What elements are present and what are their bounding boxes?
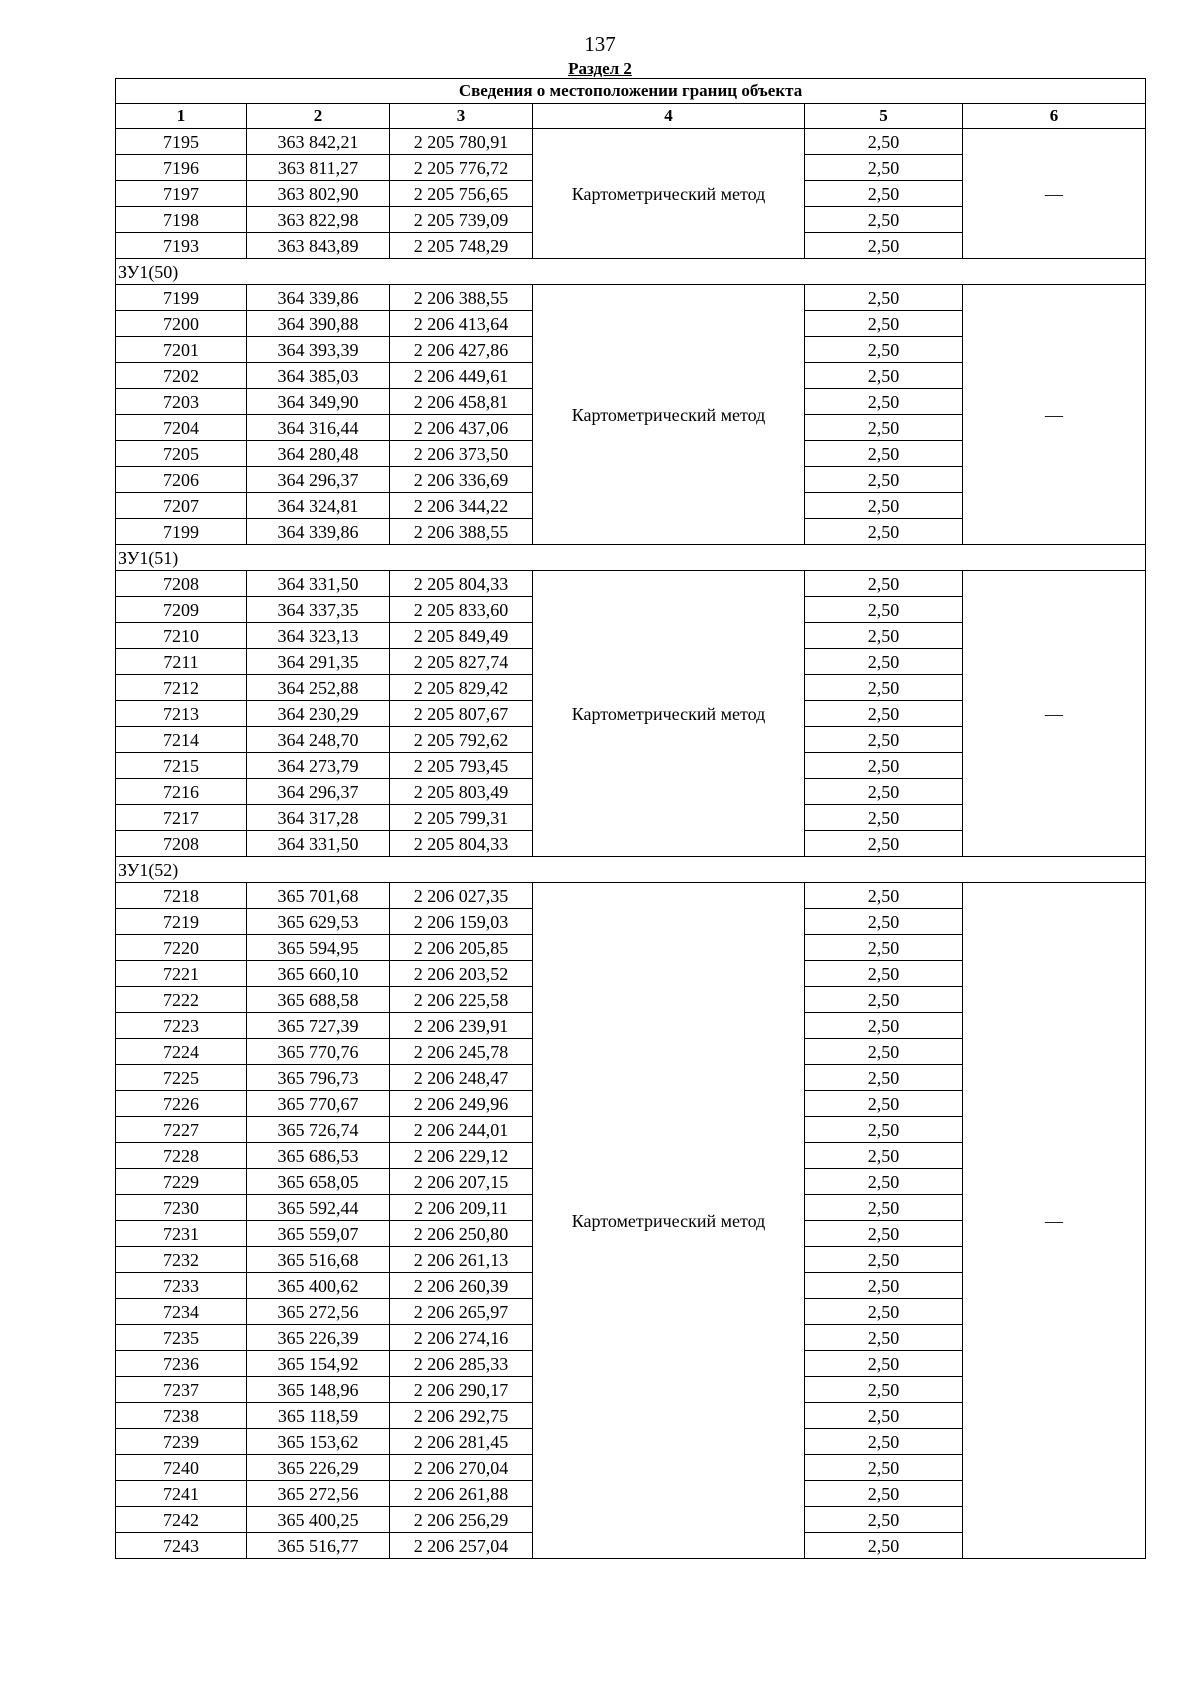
coord-y-cell: 2 206 205,85 [390,935,533,961]
accuracy-cell: 2,50 [805,831,963,857]
point-number-cell: 7227 [116,1117,247,1143]
coord-x-cell: 364 349,90 [247,389,390,415]
coord-x-cell: 364 296,37 [247,779,390,805]
accuracy-cell: 2,50 [805,1143,963,1169]
coord-x-cell: 365 153,62 [247,1429,390,1455]
point-number-cell: 7235 [116,1325,247,1351]
accuracy-cell: 2,50 [805,1195,963,1221]
point-number-cell: 7207 [116,493,247,519]
coord-y-cell: 2 206 336,69 [390,467,533,493]
coord-x-cell: 365 148,96 [247,1377,390,1403]
point-number-cell: 7241 [116,1481,247,1507]
accuracy-cell: 2,50 [805,727,963,753]
accuracy-cell: 2,50 [805,415,963,441]
coord-y-cell: 2 206 249,96 [390,1091,533,1117]
col6-cell: — [963,285,1146,545]
coord-y-cell: 2 206 388,55 [390,285,533,311]
point-number-cell: 7203 [116,389,247,415]
coord-x-cell: 365 594,95 [247,935,390,961]
coord-y-cell: 2 206 437,06 [390,415,533,441]
accuracy-cell: 2,50 [805,233,963,259]
coord-y-cell: 2 206 245,78 [390,1039,533,1065]
coord-x-cell: 365 688,58 [247,987,390,1013]
accuracy-cell: 2,50 [805,155,963,181]
coord-x-cell: 365 154,92 [247,1351,390,1377]
accuracy-cell: 2,50 [805,805,963,831]
coord-y-cell: 2 206 285,33 [390,1351,533,1377]
coord-x-cell: 364 339,86 [247,285,390,311]
coord-y-cell: 2 206 239,91 [390,1013,533,1039]
coord-x-cell: 363 802,90 [247,181,390,207]
coord-x-cell: 364 280,48 [247,441,390,467]
table-body [116,129,1146,1559]
coord-x-cell: 364 331,50 [247,571,390,597]
accuracy-cell: 2,50 [805,987,963,1013]
coord-x-cell: 365 592,44 [247,1195,390,1221]
accuracy-cell: 2,50 [805,1351,963,1377]
coord-y-cell: 2 206 292,75 [390,1403,533,1429]
coord-x-cell: 365 559,07 [247,1221,390,1247]
coord-y-cell: 2 205 756,65 [390,181,533,207]
accuracy-cell: 2,50 [805,1533,963,1559]
point-number-cell: 7229 [116,1169,247,1195]
accuracy-cell: 2,50 [805,1429,963,1455]
coord-y-cell: 2 205 804,33 [390,831,533,857]
column-header-row [116,104,1146,129]
point-number-cell: 7206 [116,467,247,493]
point-number-cell: 7196 [116,155,247,181]
point-number-cell: 7208 [116,831,247,857]
accuracy-cell: 2,50 [805,571,963,597]
coord-y-cell: 2 205 792,62 [390,727,533,753]
coord-x-cell: 365 727,39 [247,1013,390,1039]
coord-x-cell: 364 291,35 [247,649,390,675]
point-number-cell: 7218 [116,883,247,909]
accuracy-cell: 2,50 [805,337,963,363]
group-label: ЗУ1(51) [116,545,1146,571]
coord-x-cell: 364 385,03 [247,363,390,389]
column-header: 2 [247,104,390,129]
coord-y-cell: 2 206 250,80 [390,1221,533,1247]
method-cell: Картометрический метод [533,571,805,857]
accuracy-cell: 2,50 [805,1169,963,1195]
coord-x-cell: 364 316,44 [247,415,390,441]
coord-x-cell: 365 272,56 [247,1481,390,1507]
coord-y-cell: 2 206 449,61 [390,363,533,389]
point-number-cell: 7225 [116,1065,247,1091]
point-number-cell: 7210 [116,623,247,649]
section-title: Раздел 2 [568,59,632,78]
point-number-cell: 7230 [116,1195,247,1221]
col6-cell: — [963,571,1146,857]
table-title: Сведения о местоположении границ объекта [116,79,1146,104]
point-number-cell: 7220 [116,935,247,961]
point-number-cell: 7209 [116,597,247,623]
point-number-cell: 7216 [116,779,247,805]
coord-y-cell: 2 206 413,64 [390,311,533,337]
coord-x-cell: 363 822,98 [247,207,390,233]
point-number-cell: 7198 [116,207,247,233]
coord-x-cell: 365 686,53 [247,1143,390,1169]
point-number-cell: 7205 [116,441,247,467]
coord-x-cell: 364 323,13 [247,623,390,649]
point-number-cell: 7242 [116,1507,247,1533]
col6-cell: — [963,883,1146,1559]
page-number: 137 [584,32,616,56]
point-number-cell: 7213 [116,701,247,727]
coord-x-cell: 365 629,53 [247,909,390,935]
point-number-cell: 7237 [116,1377,247,1403]
accuracy-cell: 2,50 [805,441,963,467]
coord-x-cell: 364 339,86 [247,519,390,545]
accuracy-cell: 2,50 [805,1091,963,1117]
coord-y-cell: 2 205 776,72 [390,155,533,181]
point-number-cell: 7197 [116,181,247,207]
coord-x-cell: 364 248,70 [247,727,390,753]
point-number-cell: 7238 [116,1403,247,1429]
coord-y-cell: 2 206 257,04 [390,1533,533,1559]
coord-y-cell: 2 205 739,09 [390,207,533,233]
coord-x-cell: 365 516,77 [247,1533,390,1559]
point-number-cell: 7204 [116,415,247,441]
accuracy-cell: 2,50 [805,1377,963,1403]
table-row [116,285,1146,311]
group-label-row [116,545,1146,571]
group-label: ЗУ1(52) [116,857,1146,883]
accuracy-cell: 2,50 [805,597,963,623]
coord-x-cell: 364 331,50 [247,831,390,857]
accuracy-cell: 2,50 [805,1481,963,1507]
coord-y-cell: 2 206 274,16 [390,1325,533,1351]
coord-y-cell: 2 205 748,29 [390,233,533,259]
accuracy-cell: 2,50 [805,1403,963,1429]
accuracy-cell: 2,50 [805,363,963,389]
coord-y-cell: 2 206 203,52 [390,961,533,987]
coord-x-cell: 364 230,29 [247,701,390,727]
coord-y-cell: 2 206 248,47 [390,1065,533,1091]
point-number-cell: 7195 [116,129,247,155]
accuracy-cell: 2,50 [805,1455,963,1481]
accuracy-cell: 2,50 [805,1507,963,1533]
coord-y-cell: 2 206 388,55 [390,519,533,545]
point-number-cell: 7234 [116,1299,247,1325]
group-label-row [116,857,1146,883]
accuracy-cell: 2,50 [805,467,963,493]
accuracy-cell: 2,50 [805,935,963,961]
coord-y-cell: 2 205 780,91 [390,129,533,155]
coord-y-cell: 2 205 807,67 [390,701,533,727]
table-title-row [116,79,1146,104]
point-number-cell: 7214 [116,727,247,753]
point-number-cell: 7240 [116,1455,247,1481]
coord-x-cell: 365 226,29 [247,1455,390,1481]
coord-y-cell: 2 205 833,60 [390,597,533,623]
coord-x-cell: 365 726,74 [247,1117,390,1143]
accuracy-cell: 2,50 [805,129,963,155]
accuracy-cell: 2,50 [805,493,963,519]
coord-y-cell: 2 206 290,17 [390,1377,533,1403]
accuracy-cell: 2,50 [805,961,963,987]
coord-y-cell: 2 205 793,45 [390,753,533,779]
coord-y-cell: 2 206 225,58 [390,987,533,1013]
point-number-cell: 7201 [116,337,247,363]
column-header: 5 [805,104,963,129]
coord-y-cell: 2 205 829,42 [390,675,533,701]
group-label: ЗУ1(50) [116,259,1146,285]
coord-y-cell: 2 205 849,49 [390,623,533,649]
coord-x-cell: 365 770,67 [247,1091,390,1117]
accuracy-cell: 2,50 [805,285,963,311]
coord-x-cell: 365 400,62 [247,1273,390,1299]
coord-x-cell: 365 660,10 [247,961,390,987]
point-number-cell: 7208 [116,571,247,597]
point-number-cell: 7200 [116,311,247,337]
coord-x-cell: 365 400,25 [247,1507,390,1533]
col6-cell: — [963,129,1146,259]
accuracy-cell: 2,50 [805,675,963,701]
coord-y-cell: 2 206 458,81 [390,389,533,415]
point-number-cell: 7243 [116,1533,247,1559]
accuracy-cell: 2,50 [805,753,963,779]
point-number-cell: 7215 [116,753,247,779]
accuracy-cell: 2,50 [805,909,963,935]
coord-y-cell: 2 206 270,04 [390,1455,533,1481]
coord-x-cell: 364 296,37 [247,467,390,493]
coord-y-cell: 2 205 803,49 [390,779,533,805]
point-number-cell: 7211 [116,649,247,675]
coord-y-cell: 2 205 804,33 [390,571,533,597]
coord-y-cell: 2 206 027,35 [390,883,533,909]
point-number-cell: 7221 [116,961,247,987]
point-number-cell: 7228 [116,1143,247,1169]
coord-y-cell: 2 205 827,74 [390,649,533,675]
coord-x-cell: 363 842,21 [247,129,390,155]
coord-y-cell: 2 206 373,50 [390,441,533,467]
accuracy-cell: 2,50 [805,1247,963,1273]
method-cell: Картометрический метод [533,285,805,545]
accuracy-cell: 2,50 [805,623,963,649]
accuracy-cell: 2,50 [805,389,963,415]
table-row [116,129,1146,155]
accuracy-cell: 2,50 [805,1013,963,1039]
column-header: 3 [390,104,533,129]
column-header: 1 [116,104,247,129]
coord-x-cell: 365 658,05 [247,1169,390,1195]
accuracy-cell: 2,50 [805,1299,963,1325]
coord-x-cell: 365 226,39 [247,1325,390,1351]
point-number-cell: 7199 [116,519,247,545]
point-number-cell: 7199 [116,285,247,311]
method-cell: Картометрический метод [533,883,805,1559]
accuracy-cell: 2,50 [805,1325,963,1351]
point-number-cell: 7217 [116,805,247,831]
point-number-cell: 7193 [116,233,247,259]
coord-x-cell: 363 811,27 [247,155,390,181]
point-number-cell: 7236 [116,1351,247,1377]
table-row [116,571,1146,597]
coord-x-cell: 365 701,68 [247,883,390,909]
coord-x-cell: 365 770,76 [247,1039,390,1065]
point-number-cell: 7223 [116,1013,247,1039]
boundary-table [115,78,1146,1559]
coord-y-cell: 2 206 261,13 [390,1247,533,1273]
coord-y-cell: 2 206 159,03 [390,909,533,935]
coord-x-cell: 364 273,79 [247,753,390,779]
point-number-cell: 7202 [116,363,247,389]
point-number-cell: 7224 [116,1039,247,1065]
coord-y-cell: 2 206 344,22 [390,493,533,519]
point-number-cell: 7239 [116,1429,247,1455]
point-number-cell: 7232 [116,1247,247,1273]
accuracy-cell: 2,50 [805,311,963,337]
point-number-cell: 7219 [116,909,247,935]
coord-x-cell: 364 252,88 [247,675,390,701]
coord-y-cell: 2 206 207,15 [390,1169,533,1195]
coord-y-cell: 2 205 799,31 [390,805,533,831]
coord-y-cell: 2 206 244,01 [390,1117,533,1143]
coord-x-cell: 364 324,81 [247,493,390,519]
table-row [116,883,1146,909]
coord-x-cell: 364 337,35 [247,597,390,623]
accuracy-cell: 2,50 [805,701,963,727]
coord-y-cell: 2 206 209,11 [390,1195,533,1221]
accuracy-cell: 2,50 [805,519,963,545]
accuracy-cell: 2,50 [805,1273,963,1299]
coord-y-cell: 2 206 281,45 [390,1429,533,1455]
coord-x-cell: 365 796,73 [247,1065,390,1091]
coord-y-cell: 2 206 265,97 [390,1299,533,1325]
accuracy-cell: 2,50 [805,883,963,909]
accuracy-cell: 2,50 [805,1065,963,1091]
accuracy-cell: 2,50 [805,1117,963,1143]
coord-x-cell: 365 272,56 [247,1299,390,1325]
point-number-cell: 7212 [116,675,247,701]
accuracy-cell: 2,50 [805,1039,963,1065]
accuracy-cell: 2,50 [805,1221,963,1247]
accuracy-cell: 2,50 [805,649,963,675]
coord-y-cell: 2 206 427,86 [390,337,533,363]
method-cell: Картометрический метод [533,129,805,259]
coord-x-cell: 364 393,39 [247,337,390,363]
coord-y-cell: 2 206 260,39 [390,1273,533,1299]
coord-x-cell: 365 118,59 [247,1403,390,1429]
accuracy-cell: 2,50 [805,181,963,207]
point-number-cell: 7233 [116,1273,247,1299]
accuracy-cell: 2,50 [805,779,963,805]
group-label-row [116,259,1146,285]
coord-y-cell: 2 206 256,29 [390,1507,533,1533]
coord-x-cell: 363 843,89 [247,233,390,259]
point-number-cell: 7222 [116,987,247,1013]
column-header: 4 [533,104,805,129]
coord-x-cell: 365 516,68 [247,1247,390,1273]
coord-y-cell: 2 206 229,12 [390,1143,533,1169]
coord-y-cell: 2 206 261,88 [390,1481,533,1507]
coord-x-cell: 364 390,88 [247,311,390,337]
coord-x-cell: 364 317,28 [247,805,390,831]
point-number-cell: 7231 [116,1221,247,1247]
accuracy-cell: 2,50 [805,207,963,233]
column-header: 6 [963,104,1146,129]
point-number-cell: 7226 [116,1091,247,1117]
